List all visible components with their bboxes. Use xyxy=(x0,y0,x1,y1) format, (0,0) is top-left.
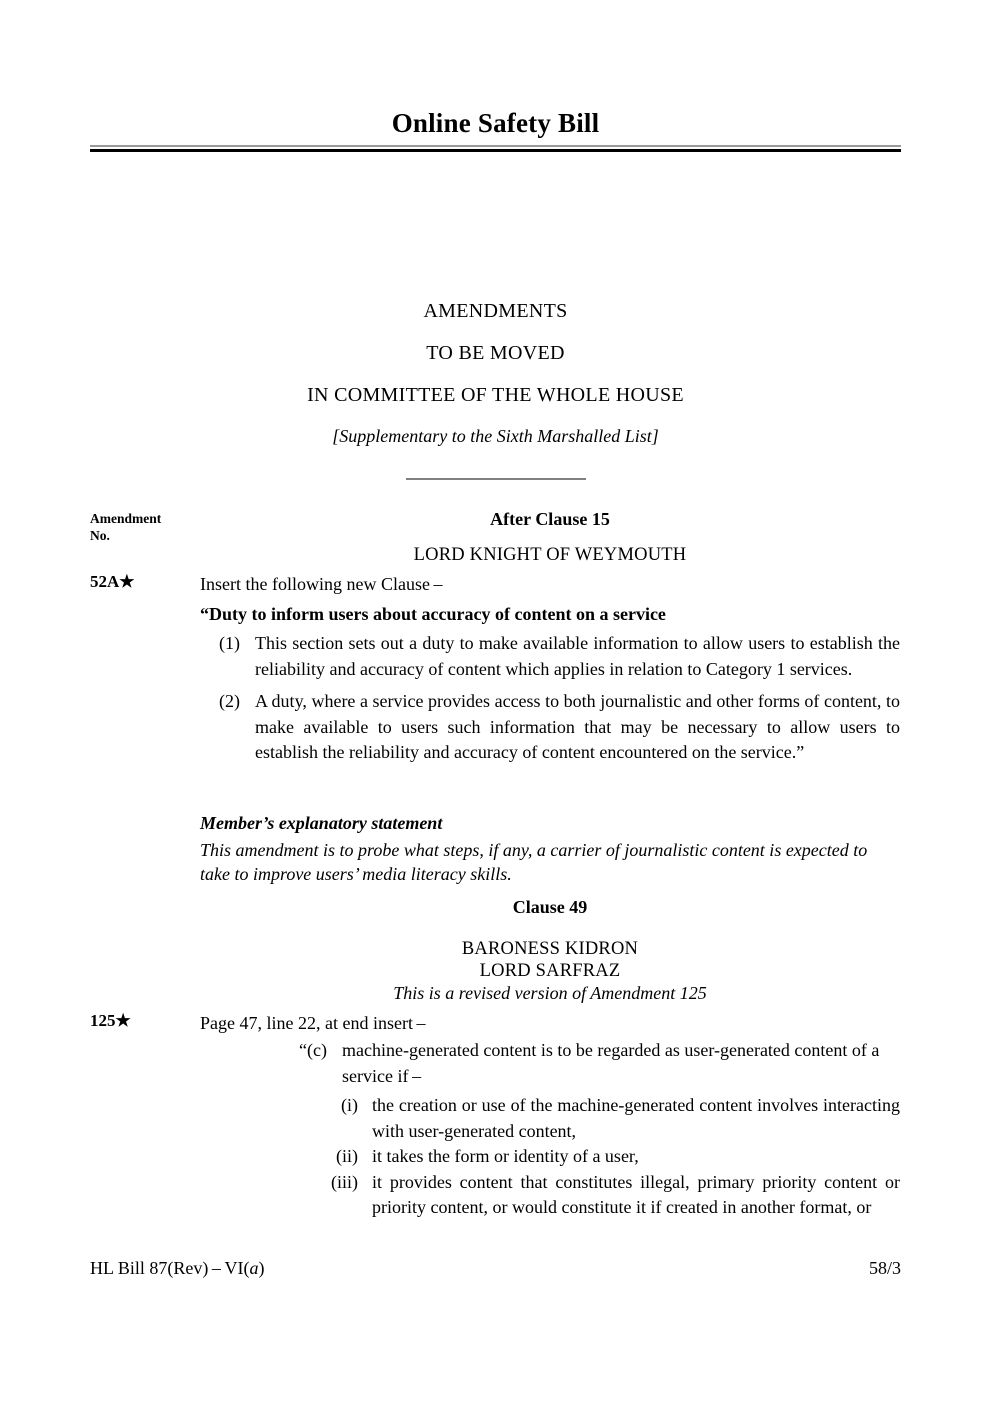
title-divider xyxy=(90,145,901,152)
list-item-number: (ii) xyxy=(336,1146,358,1167)
amendment-no-label-line2: No. xyxy=(90,527,110,543)
quoted-clause-heading: “Duty to inform users about accuracy of content on a service xyxy=(200,604,666,624)
list-item-text: machine-generated content is to be regarded as user-generated content of a service if – xyxy=(342,1040,880,1086)
amendment-number-125[interactable]: 125★ xyxy=(90,1011,131,1030)
list-item-number: (iii) xyxy=(331,1171,358,1192)
roman-sub-item-list xyxy=(320,1093,900,1221)
list-item-number: (2) xyxy=(219,691,240,712)
explanatory-statement-text: This amendment is to probe what steps, if any, a carrier of journalistic content is expected to take to improve users’ media literacy skills. xyxy=(200,839,868,885)
list-item xyxy=(320,1144,900,1170)
list-item-number: (1) xyxy=(219,633,240,653)
title-rule-thick xyxy=(90,149,901,152)
clause-heading-after-clause-15: After Clause 15 xyxy=(490,509,610,529)
amendment-no-label-line1: Amendment xyxy=(90,511,162,526)
sponsor-baroness-kidron: BARONESS KIDRON xyxy=(461,939,639,959)
list-item xyxy=(320,1093,900,1144)
clause-paragraph-list xyxy=(200,631,900,773)
list-item-text: A duty, where a service provides access to both journalistic and other forms of content, to make available to users such information that may be necessary to allow users to establish the reliability and accuracy of content encountered on the service.” xyxy=(255,691,900,763)
revision-note: This is a revised version of Amendment 125 xyxy=(393,983,707,1003)
list-item xyxy=(200,631,900,682)
list-item-text: the creation or use of the machine-generated content involves interacting with user-generated content, xyxy=(372,1095,900,1141)
heading-in-committee: IN COMMITTEE OF THE WHOLE HOUSE xyxy=(307,384,684,406)
list-item-text: This section sets out a duty to make available information to allow users to establish the reliability and accuracy of content which applies in relation to Category 1 services. xyxy=(255,633,900,679)
heading-amendments: AMENDMENTS xyxy=(423,300,568,322)
list-item-text: it provides content that constitutes illegal, primary priority content or priority content, or would constitute it if created in another format, or xyxy=(372,1171,900,1218)
sponsor-lord-sarfraz: LORD SARFRAZ xyxy=(479,961,621,981)
heading-block xyxy=(90,300,901,480)
bill-reference-prefix: HL Bill 87(Rev) – VI( xyxy=(90,1258,250,1278)
section-separator-rule xyxy=(406,478,586,480)
bill-reference-closing: ) xyxy=(258,1258,265,1278)
amendment-no-label xyxy=(90,511,195,545)
heading-supplementary: [Supplementary to the Sixth Marshalled List] xyxy=(332,426,659,446)
heading-to-be-moved: TO BE MOVED xyxy=(426,342,565,364)
amendment-125-content xyxy=(200,1038,900,1221)
list-item xyxy=(272,1038,900,1089)
list-item-number: (i) xyxy=(341,1095,358,1116)
explanatory-statement-block xyxy=(200,811,900,887)
bill-reference-suffix-letter: a xyxy=(249,1258,259,1278)
sponsor-lord-knight: LORD KNIGHT OF WEYMOUTH xyxy=(413,545,687,565)
page-number: 58/3 xyxy=(868,1258,901,1278)
page-title: Online Safety Bill xyxy=(391,108,600,138)
list-item-number: “(c) xyxy=(299,1040,327,1060)
list-item xyxy=(200,689,900,766)
instruction-insert-new-clause: Insert the following new Clause – xyxy=(200,574,443,594)
page-footer xyxy=(90,1258,901,1279)
amendment-number-52a[interactable]: 52A★ xyxy=(90,572,135,591)
explanatory-statement-title: Member’s explanatory statement xyxy=(200,813,443,833)
clause-heading-clause-49: Clause 49 xyxy=(512,897,588,917)
bill-reference xyxy=(90,1258,265,1279)
list-item-text: it takes the form or identity of a user, xyxy=(372,1146,639,1167)
list-item xyxy=(320,1170,900,1221)
instruction-page-line-insert: Page 47, line 22, at end insert – xyxy=(200,1013,426,1033)
